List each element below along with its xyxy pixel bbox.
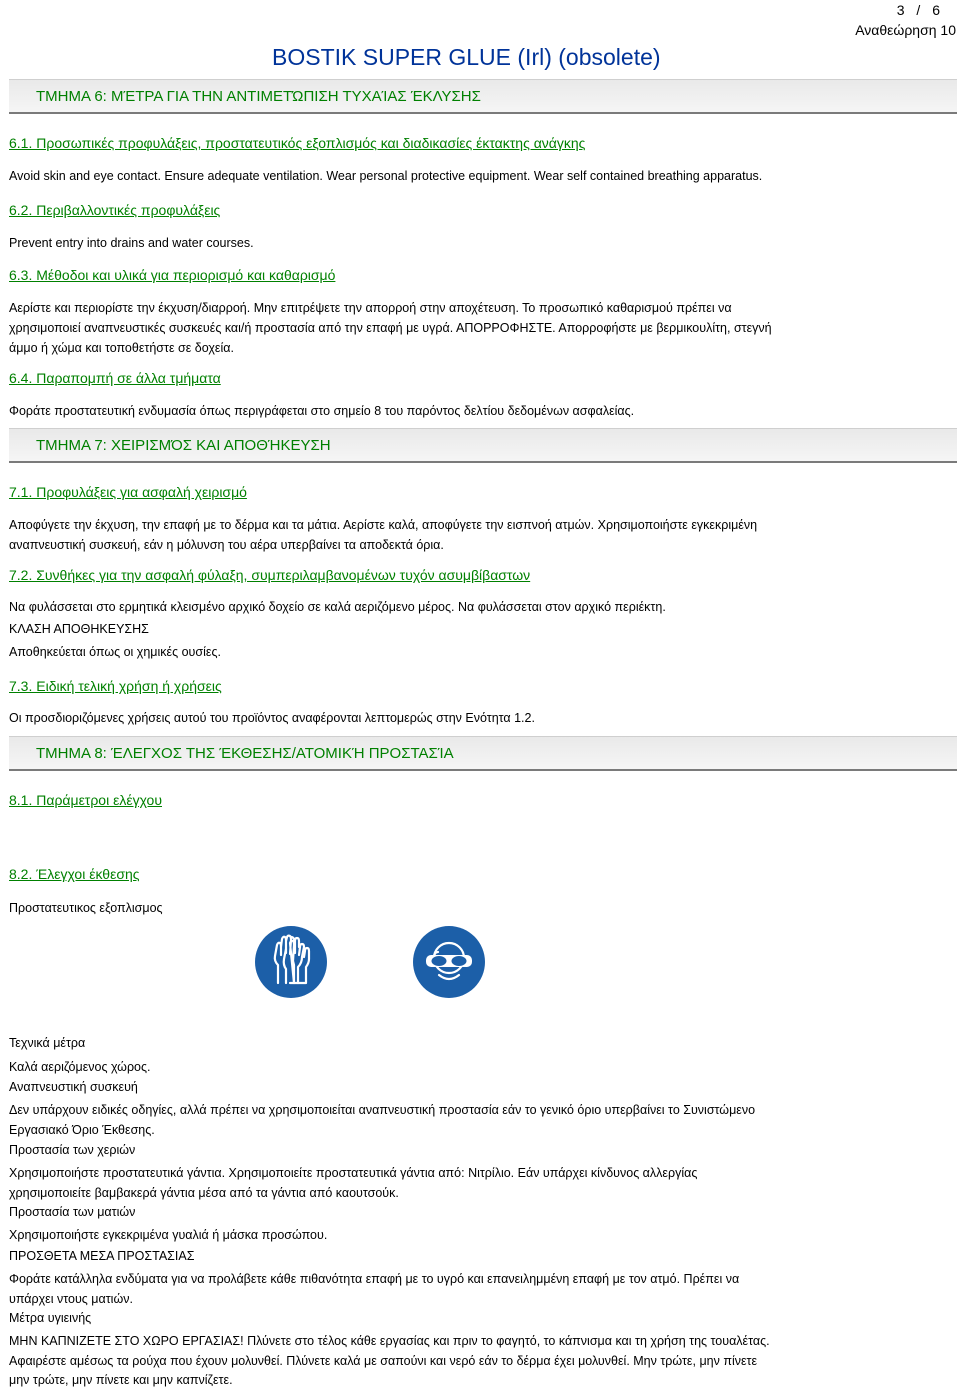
tech-text: Καλά αεριζόμενος χώρος. [9, 1060, 151, 1074]
heading-7-1: 7.1. Προφυλάξεις για ασφαλή χειρισμό [9, 484, 247, 500]
text-6-2: Prevent entry into drains and water courses. [9, 236, 254, 250]
heading-8-2: 8.2. Έλεγχοι έκθεσης [9, 866, 140, 882]
text-6-3-line2: χρησιμοποιεί αναπνευστικές συσκευές και/ή προστασία από την επαφή με υγρά. ΑΠΟΡΡΟΦΗΣΤΕ. Απορροφήστε με βερμικουλίτη, στεγνή [9, 321, 772, 335]
ppe-label: Προστατευτικος εξοπλισμος [9, 901, 163, 915]
hygiene-label: Μέτρα υγιεινής [9, 1311, 92, 1325]
tech-label: Τεχνικά μέτρα [9, 1036, 86, 1050]
resp-line2: Εργασιακό Όριο Έκθεσης. [9, 1123, 155, 1137]
text-6-3-line3: άμμο ή χώμα και τοποθετήστε σε δοχεία. [9, 341, 234, 355]
page-separator: / [916, 2, 921, 18]
heading-6-3: 6.3. Μέθοδοι και υλικά για περιορισμό και καθαρισμό [9, 267, 336, 283]
section-7-header [9, 428, 957, 463]
hand-line2: χρησιμοποιείτε βαμβακερά γάντια μέσα από τα γάντια από καουτσούκ. [9, 1186, 399, 1200]
other-label: ΠΡΟΣΘΕΤΑ ΜΕΣΑ ΠΡΟΣΤΑΣΙΑΣ [9, 1249, 195, 1263]
other-line1: Φοράτε κατάλληλα ενδύματα για να προλάβετε κάθε πιθανότητα επαφή με το υγρό και επανειλημμένη επαφή με τον ατμό. Πρέπει να [9, 1272, 740, 1286]
heading-8-1: 8.1. Παράμετροι ελέγχου [9, 792, 162, 808]
heading-6-1: 6.1. Προσωπικές προφυλάξεις, προστατευτικός εξοπλισμός και διαδικασίες έκτακτης ανάγκης [9, 135, 586, 151]
heading-6-2: 6.2. Περιβαλλοντικές προφυλάξεις [9, 202, 221, 218]
section-6-title: ΤΜΗΜΑ 6: ΜΈΤΡΑ ΓΙΑ ΤΗΝ ΑΝΤΙΜΕΤΏΠΙΣΗ ΤΥΧΑΊΑΣ ΈΚΛΥΣΗΣ [36, 88, 481, 105]
section-8-header [9, 736, 957, 771]
text-6-3-line1: Αερίστε και περιορίστε την έκχυση/διαρροή. Μην επιτρέψετε την απορροή στην αποχέτευση. Το προσωπικό καθαρισμού πρέπει να [9, 301, 732, 315]
hand-label: Προστασία των χεριών [9, 1143, 136, 1157]
revision-label: Αναθεώρηση [855, 22, 937, 38]
page-number [897, 2, 940, 18]
eye-text: Χρησιμοποιήστε εγκεκριμένα γυαλιά ή μάσκα προσώπου. [9, 1228, 328, 1242]
text-6-1: Avoid skin and eye contact. Ensure adequate ventilation. Wear personal protective equipment. Wear self contained breathing apparatus. [9, 169, 763, 183]
hygiene-line2: Αφαιρέστε αμέσως τα ρούχα που έχουν μολυνθεί. Πλύνετε καλά με σαπούνι και νερό εάν το δέρμα έχει μολυνθεί. Μην τρώτε, μην πίνετε [9, 1354, 758, 1368]
resp-line1: Δεν υπάρχουν ειδικές οδηγίες, αλλά πρέπει να χρησιμοποιείται αναπνευστική προστασία εάν το γενικό όριο υπερβαίνει το Συνιστώμενο [9, 1103, 756, 1117]
hygiene-line1: ΜΗΝ ΚΑΠΝΙΖΕΤΕ ΣΤΟ ΧΩΡΟ ΕΡΓΑΣΙΑΣ! Πλύνετε στο τέλος κάθε εργασίας και πριν το φαγητό, το κάπνισμα και τη χρήση της τουαλέτας. [9, 1334, 770, 1348]
product-title: BOSTIK SUPER GLUE (Irl) (obsolete) [272, 44, 661, 70]
heading-7-3: 7.3. Ειδική τελική χρήση ή χρήσεις [9, 678, 222, 694]
section-6-header [9, 79, 957, 114]
other-line2: υπάρχει ντους ματιών. [9, 1292, 133, 1306]
text-7-1-line2: αναπνευστική συσκευή, εάν η μόλυνση του αέρα υπερβαίνει τα αποδεκτά όρια. [9, 538, 444, 552]
section-7-title: ΤΜΗΜΑ 7: ΧΕΙΡΙΣΜΌΣ ΚΑΙ ΑΠΟΘΉΚΕΥΣΗ [36, 437, 331, 454]
revision [855, 22, 956, 38]
goggles-icon [412, 925, 486, 999]
text-7-3: Οι προσδιοριζόμενες χρήσεις αυτού του προϊόντος αναφέρονται λεπτομερώς στην Ενότητα 1.2. [9, 711, 535, 725]
storage-class-text: Αποθηκεύεται όπως οι χημικές ουσίες. [9, 645, 221, 659]
hygiene-line3: μην τρώτε, μην πίνετε και μην καπνίζετε. [9, 1373, 233, 1387]
resp-label: Αναπνευστική συσκευή [9, 1080, 138, 1094]
page-total: 6 [932, 2, 940, 18]
gloves-icon [254, 925, 328, 999]
page-current: 3 [896, 2, 905, 18]
section-8-title: ΤΜΗΜΑ 8: ΈΛΕΓΧΟΣ ΤΗΣ ΈΚΘΕΣΗΣ/ΑΤΟΜΙΚΉ ΠΡΟΣΤΑΣΊΑ [36, 745, 454, 762]
text-7-2: Να φυλάσσεται στο ερμητικά κλεισμένο αρχικό δοχείο σε καλά αεριζόμενο μέρος. Να φυλάσσεται στον αρχικό περιέκτη. [9, 600, 666, 614]
hand-line1: Χρησιμοποιήστε προστατευτικά γάντια. Χρησιμοποιείτε προστατευτικά γάντια από: Νιτρίλιο. Εάν υπάρχει κίνδυνος αλλεργίας [9, 1166, 698, 1180]
storage-class-label: ΚΛΑΣΗ ΑΠΟΘΗΚΕΥΣΗΣ [9, 622, 149, 636]
eye-label: Προστασία των ματιών [9, 1205, 136, 1219]
text-7-1-line1: Αποφύγετε την έκχυση, την επαφή με το δέρμα και τα μάτια. Αερίστε καλά, αποφύγετε την εισπνοή ατμών. Χρησιμοποιήστε εγκεκριμένη [9, 518, 758, 532]
heading-6-4: 6.4. Παραπομπή σε άλλα τμήματα [9, 370, 221, 386]
heading-7-2: 7.2. Συνθήκες για την ασφαλή φύλαξη, συμπεριλαμβανομένων τυχόν ασυμβίβαστων [9, 567, 531, 583]
text-6-4: Φοράτε προστατευτική ενδυμασία όπως περιγράφεται στο σημείο 8 του παρόντος δελτίου δεδομένων ασφαλείας. [9, 404, 635, 418]
revision-number: 10 [940, 22, 956, 38]
